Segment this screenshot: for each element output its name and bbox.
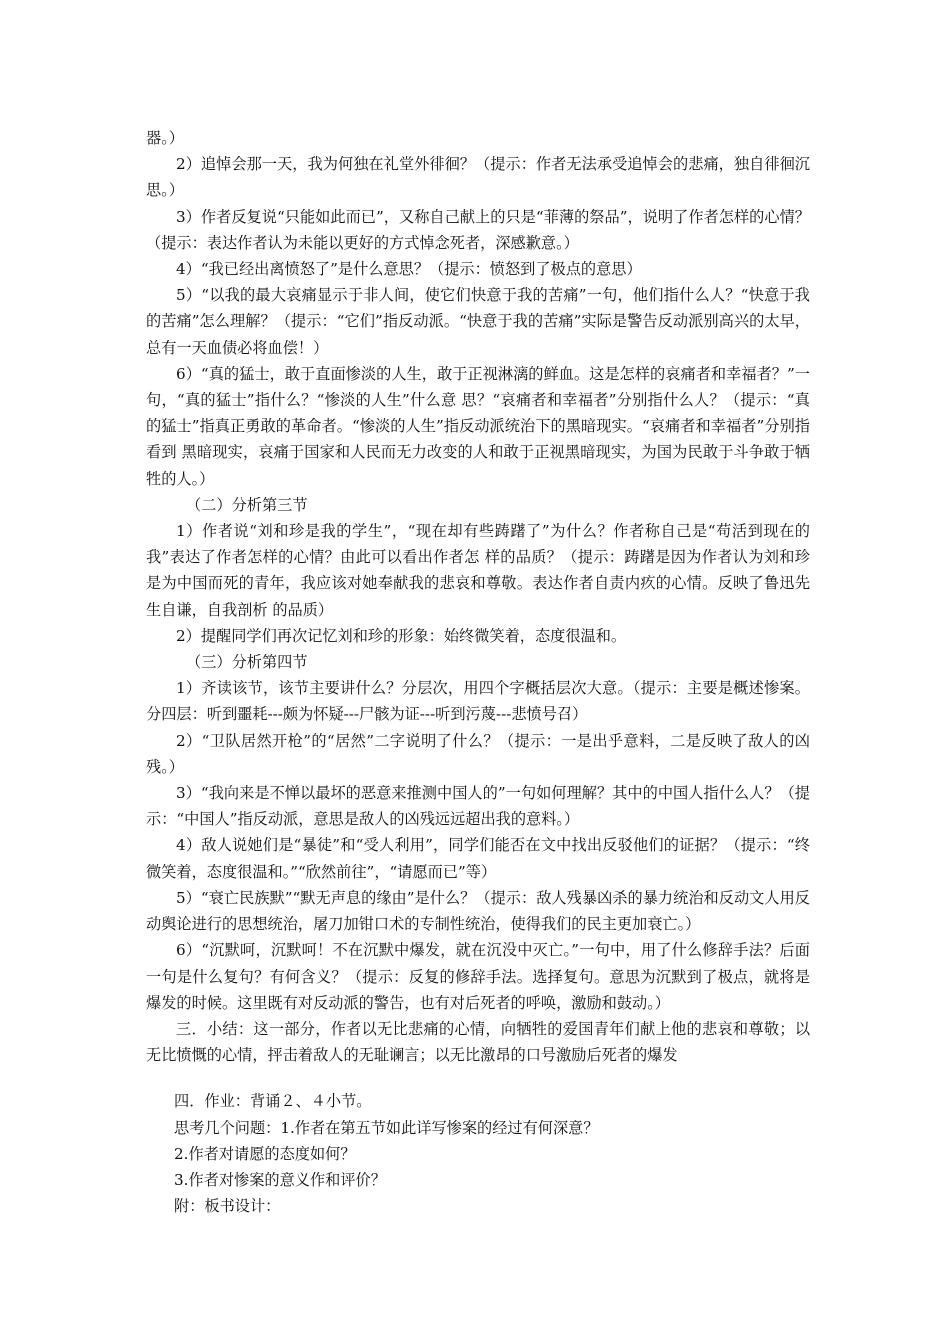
paragraph: 3）“我向来是不惮以最坏的恶意来推测中国人的”一句如何理解？其中的中国人指什么人？（提示：“中国人”指反动派，意思是敌人的凶残远远超出我的意料。） [146, 784, 810, 829]
paragraph: 5）“衰亡民族默”“默无声息的缘由”是什么？（提示：敌人残暴凶杀的暴力统治和反动文人用反动舆论进行的思想统治，屠刀加钳口术的专制性统治，使得我们的民主更加衰亡。） [146, 888, 810, 934]
summary-paragraph: 三．小结：这一部分，作者以无比悲痛的心情，向牺牲的爱国青年们献上他的悲哀和尊敬；以无比愤慨的心情，抨击着敌人的无耻谰言；以无比激昂的口号激励后死者的爆发 [146, 1019, 810, 1065]
paragraph: 5）“以我的最大哀痛显示于非人间，使它们快意于我的苦痛”一句，他们指什么人？“快意于我的苦痛”怎么理解？（提示：“它们”指反动派。“快意于我的苦痛”实际是警告反动派别高兴的太早，总有一天血债必将血偿！） [146, 286, 810, 357]
paragraph: 2）“卫队居然开枪”的“居然”二字说明了什么？（提示：一是出乎意料，二是反映了敌人的凶残。） [146, 731, 810, 776]
paragraph: 器。） [146, 129, 184, 147]
paragraph: 6）“真的猛士，敢于直面惨淡的人生，敢于正视淋漓的鲜血。这是怎样的哀痛者和幸福者？”一句，“真的猛士”指什么？“惨淡的人生”什么意 思？“哀痛者和幸福者”分别指什么人？（提示：“真的猛士”指真正勇敢的革命者。“惨淡的人生”指反动派统治下的黑暗现实。“哀痛者和幸福者”分别指看到 黑暗现实，哀痛于国家和人民而无力改变的人和敢于正视黑暗现实，为国为民敢于斗争敢于牺牲的人。） [146, 364, 810, 488]
homework-question: 思考几个问题：1.作者在第五节如此详写惨案的经过有何深意？ [174, 1118, 599, 1137]
document-page [146, 125, 810, 1219]
section-heading: （三）分析第四节 [186, 653, 308, 672]
paragraph: 4）“我已经出离愤怒了”是什么意思？（提示：愤怒到了极点的意思） [176, 260, 642, 279]
paragraph: 2）提醒同学们再次记忆刘和珍的形象：始终微笑着，态度很温和。 [176, 626, 627, 645]
board-design-label: 附：板书设计： [174, 1197, 281, 1216]
paragraph: 1）齐读该节，该节主要讲什么？分层次，用四个字概括层次大意。（提示：主要是概述惨案。分四层：听到噩耗---颇为怀疑---尸骸为证---听到污蔑---悲愤号召） [146, 679, 810, 724]
homework-section [146, 1088, 810, 1219]
paragraph: 3）作者反复说“只能如此而已”，又称自己献上的只是“菲薄的祭品”，说明了作者怎样的心情？（提示：表达作者认为未能以更好的方式悼念死者，深感歉意。） [146, 207, 810, 252]
paragraph: 2）追悼会那一天，我为何独在礼堂外徘徊？（提示：作者无法承受追悼会的悲痛，独自徘徊沉思。） [146, 155, 810, 200]
document-body [146, 125, 810, 1068]
section-heading: （二）分析第三节 [186, 495, 308, 514]
homework-line: 四．作业：背诵２、４小节。 [174, 1092, 372, 1111]
paragraph: 4）敌人说她们是“暴徒”和“受人利用”，同学们能否在文中找出反驳他们的证据？（提示：“终微笑着，态度很温和。”“欣然前往”，“请愿而已”等） [146, 836, 810, 881]
homework-question: 2.作者对请愿的态度如何？ [174, 1144, 356, 1163]
paragraph: 1）作者说“刘和珍是我的学生”，“现在却有些踌躇了”为什么？作者称自己是“苟活到现在的我”表达了作者怎样的心情？由此可以看出作者怎 样的品质？（提示：踌躇是因为作者认为刘和珍是为中国而死的青年，我应该对她奉献我的悲哀和尊敬。表达作者自责内疚的心情。反映了鲁迅先生自谦，自我剖析 的品质） [146, 522, 810, 619]
homework-question: 3.作者对惨案的意义作和评价？ [174, 1170, 386, 1189]
paragraph: 6）“沉默呵，沉默呵！不在沉默中爆发，就在沉没中灭亡。”一句中，用了什么修辞手法？后面一句是什么复句？有何含义？（提示：反复的修辞手法。选择复句。意思为沉默到了极点，就将是爆发的时候。这里既有对反动派的警告，也有对后死者的呼唤，激励和鼓动。） [146, 941, 810, 1012]
